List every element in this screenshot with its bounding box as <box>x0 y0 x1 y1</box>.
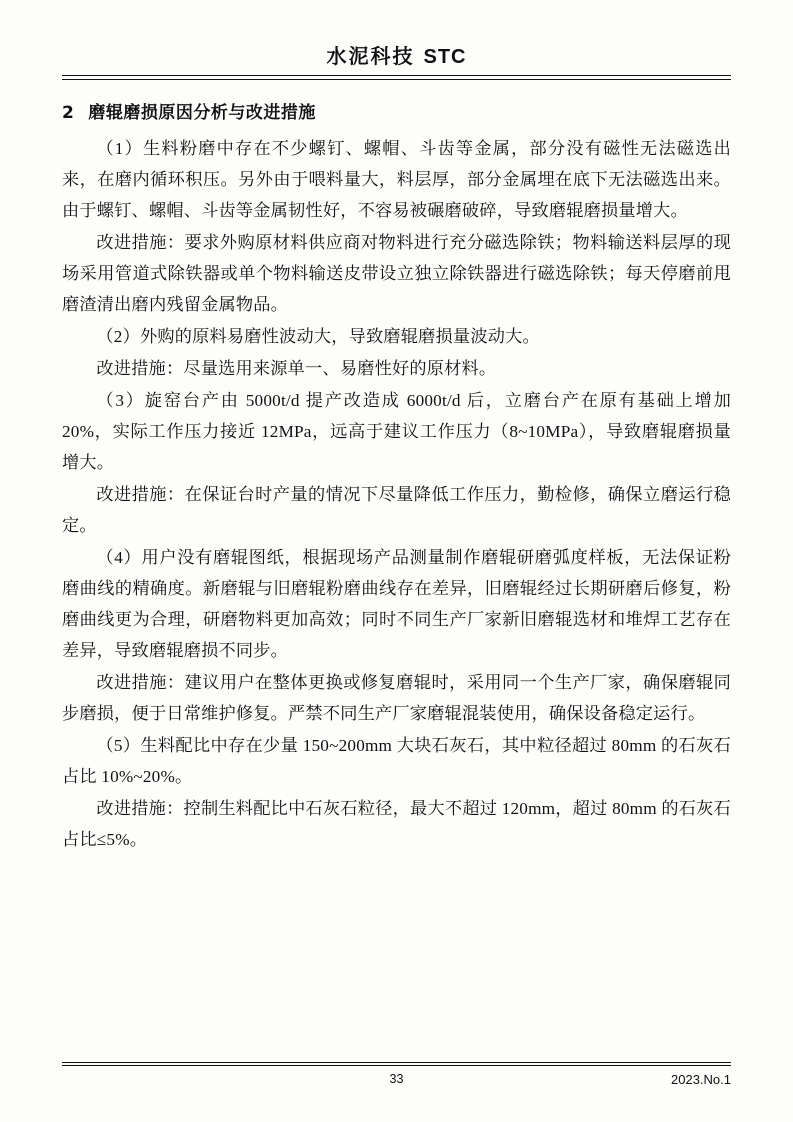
section-title-text: 磨辊磨损原因分析与改进措施 <box>88 103 316 123</box>
paragraph: 改进措施：在保证台时产量的情况下尽量降低工作压力，勤检修，确保立磨运行稳定。 <box>62 485 731 535</box>
footer-divider-thin <box>62 1065 731 1066</box>
page-number: 33 <box>389 1072 404 1086</box>
section-number: 2 <box>62 103 75 123</box>
section-heading <box>62 98 731 123</box>
issue-label: 2023.No.1 <box>671 1072 731 1087</box>
header-divider-thin <box>62 79 731 80</box>
paragraph: 改进措施：建议用户在整体更换或修复磨辊时，采用同一个生产厂家，确保磨辊同步磨损，便于日常维护修复。严禁不同生产厂家磨辊混装使用，确保设备稳定运行。 <box>62 673 731 723</box>
footer-row <box>62 1072 731 1090</box>
paragraph: （5）生料配比中存在少量 150~200mm 大块石灰石，其中粒径超过 80mm 的石灰石占比 10%~20%。 <box>62 736 731 786</box>
page-content <box>62 40 731 1082</box>
page-footer <box>62 1062 731 1090</box>
header-divider-thick <box>62 75 731 76</box>
footer-divider-thick <box>62 1062 731 1063</box>
paragraph: 改进措施：要求外购原材料供应商对物料进行充分磁选除铁；物料输送料层厚的现场采用管道式除铁器或单个物料输送皮带设立独立除铁器进行磁选除铁；每天停磨前甩磨渣清出磨内残留金属物品。 <box>62 233 731 314</box>
paragraph: （2）外购的原料易磨性波动大，导致磨辊磨损量波动大。 <box>96 327 540 346</box>
paragraph: （3）旋窑台产由 5000t/d 提产改造成 6000t/d 后，立磨台产在原有基础上增加 20%，实际工作压力接近 12MPa，远高于建议工作压力（8~10MPa），导致磨辊磨损量增大。 <box>62 391 731 472</box>
journal-title-cn: 水泥科技 <box>326 44 415 68</box>
paragraph: （4）用户没有磨辊图纸，根据现场产品测量制作磨辊研磨弧度样板，无法保证粉磨曲线的精确度。新磨辊与旧磨辊粉磨曲线存在差异，旧磨辊经过长期研磨后修复，粉磨曲线更为合理，研磨物料更加高效；同时不同生产厂家新旧磨辊选材和堆焊工艺存在差异，导致磨辊磨损不同步。 <box>62 548 731 660</box>
paragraph: （1）生料粉磨中存在不少螺钉、螺帽、斗齿等金属，部分没有磁性无法磁选出来，在磨内循环积压。另外由于喂料量大，料层厚，部分金属埋在底下无法磁选出来。由于螺钉、螺帽、斗齿等金属韧性好，不容易被碾磨破碎，导致磨辊磨损量增大。 <box>62 139 731 220</box>
page-header <box>62 40 731 75</box>
journal-title-en: STC <box>423 46 467 68</box>
paragraph: 改进措施：尽量选用来源单一、易磨性好的原材料。 <box>96 359 497 378</box>
paragraph: 改进措施：控制生料配比中石灰石粒径，最大不超过 120mm，超过 80mm 的石灰石占比≤5%。 <box>62 799 731 849</box>
